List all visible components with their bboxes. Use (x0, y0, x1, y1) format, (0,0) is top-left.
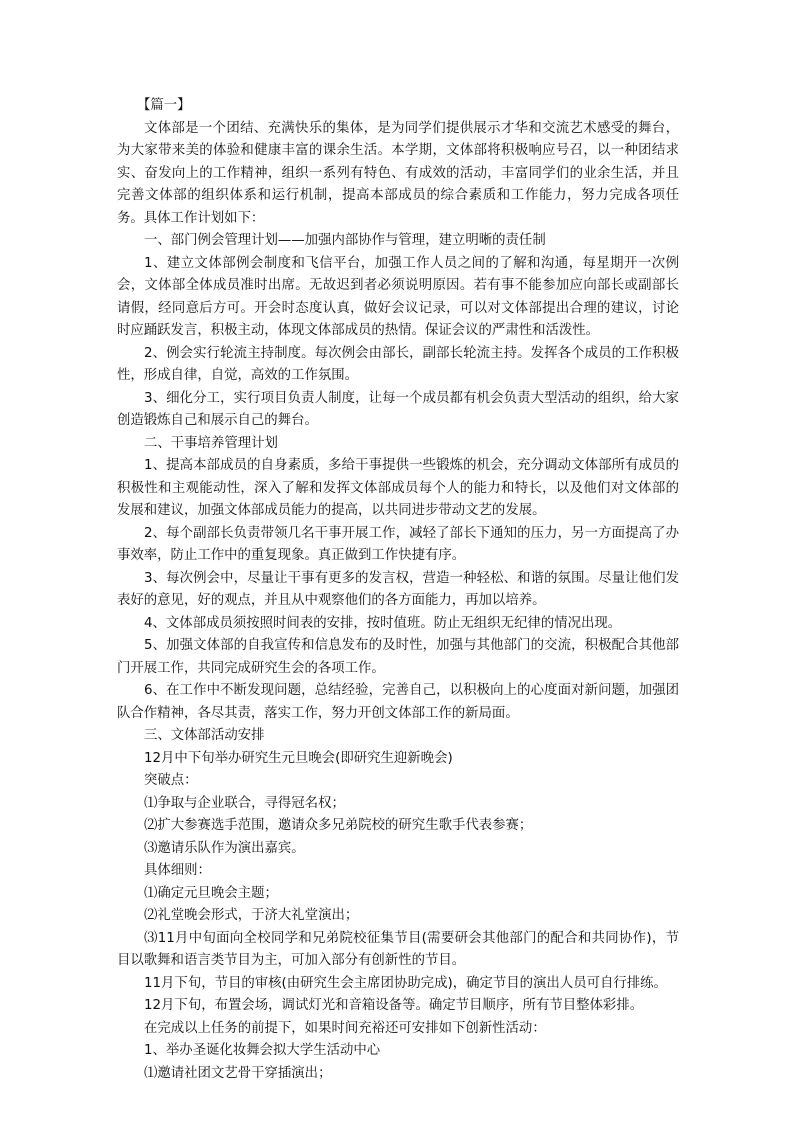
paragraph: 3、细化分工，实行项目负责人制度，让每一个成员都有机会负责大型活动的组织，给大家创造锻炼自己和展示自己的舞台。 (117, 390, 679, 428)
paragraph: 文体部是一个团结、充满快乐的集体，是为同学们提供展示才华和交流艺术感受的舞台，为大家带来美的体验和健康丰富的课余生活。本学期，文体部将积极响应号召，以一种团结求实、奋发向上的工作精神，组织一系列有特色、有成效的活动，丰富同学们的业余生活，并且完善文体部的组织体系和运行机制，提高本部成员的综合素质和工作能力，努力完成各项任务。具体工作计划如下： (117, 120, 679, 226)
paragraph: ⑴确定元旦晚会主题； (144, 885, 278, 901)
paragraph: 5、加强文体部的自我宣传和信息发布的及时性，加强与其他部门的交流，积极配合其他部门开展工作，共同完成研究生会的各项工作。 (117, 638, 679, 676)
paragraph: 2、每个副部长负责带领几名干事开展工作，减轻了部长下通知的压力，另一方面提高了办事效率，防止工作中的重复现象。真正做到工作快捷有序。 (117, 525, 679, 563)
section-heading: 【篇一】 (137, 98, 191, 113)
paragraph: 一、部门例会管理计划——加强内部协作与管理，建立明晰的责任制 (144, 233, 546, 248)
paragraph: 6、在工作中不断发现问题，总结经验，完善自己，以积极向上的心度面对新问题，加强团队合作精神，各尽其责，落实工作，努力开创文体部工作的新局面。 (117, 683, 679, 721)
paragraph: 12月下旬，布置会场，调试灯光和音箱设备等。确定节目顺序，所有节目整体彩排。 (144, 998, 644, 1013)
paragraph: 1、提高本部成员的自身素质，多给干事提供一些锻炼的机会，充分调动文体部所有成员的积极性和主观能动性，深入了解和发挥文体部成员每个人的能力和特长，以及他们对文体部的发展和建议，加强文体部成员能力的提高，以共同进步带动文艺的发展。 (117, 458, 679, 518)
paragraph: 11月下旬，节目的审核(由研究生会主席团协助完成)，确定节目的演出人员可自行排练。 (144, 975, 667, 991)
paragraph: 12月中下旬举办研究生元旦晚会(即研究生迎新晚会) (144, 750, 453, 766)
paragraph: ⑶邀请乐队作为演出嘉宾。 (144, 840, 305, 856)
paragraph: 1、建立文体部例会制度和飞信平台，加强工作人员之间的了解和沟通，每星期开一次例会，文体部全体成员准时出席。无故迟到者必须说明原因。若有事不能参加应向部长或副部长请假，经同意后方可。开会时态度认真，做好会议记录，可以对文体部提出合理的建议，讨论时应踊跃发言，积极主动，体现文体部成员的热情。保证会议的严肃性和活泼性。 (117, 255, 679, 338)
paragraph: 在完成以上任务的前提下，如果时间充裕还可安排如下创新性活动： (144, 1020, 546, 1036)
paragraph: 具体细则： (144, 863, 211, 878)
paragraph: 2、例会实行轮流主持制度。每次例会由部长，副部长轮流主持。发挥各个成员的工作积极性，形成自律，自觉，高效的工作氛围。 (117, 345, 679, 383)
paragraph: 二、干事培养管理计划 (144, 435, 278, 451)
document-body (117, 95, 679, 1085)
paragraph: ⑵扩大参赛选手范围，邀请众多兄弟院校的研究生歌手代表参赛； (144, 818, 533, 833)
paragraph: ⑶11月中旬面向全校同学和兄弟院校征集节目(需要研会其他部门的配合和共同协作)，节目以歌舞和语言类节目为主，可加入部分有创新性的节目。 (117, 930, 679, 968)
paragraph: 1、举办圣诞化妆舞会拟大学生活动中心 (144, 1043, 381, 1058)
paragraph: ⑴争取与企业联合，寻得冠名权； (144, 795, 345, 811)
paragraph: 三、文体部活动安排 (144, 728, 265, 743)
paragraph: 突破点： (144, 773, 198, 788)
paragraph: 3、每次例会中，尽量让干事有更多的发言权，营造一种轻松、和谐的氛围。尽量让他们发表好的意见，好的观点，并且从中观察他们的各方面能力，再加以培养。 (117, 570, 679, 608)
paragraph: 4、文体部成员须按照时间表的安排，按时值班。防止无组织无纪律的情况出现。 (144, 615, 622, 631)
paragraph: ⑴邀请社团文艺骨干穿插演出； (144, 1065, 332, 1081)
paragraph: ⑵礼堂晚会形式，于济大礼堂演出； (144, 908, 359, 923)
